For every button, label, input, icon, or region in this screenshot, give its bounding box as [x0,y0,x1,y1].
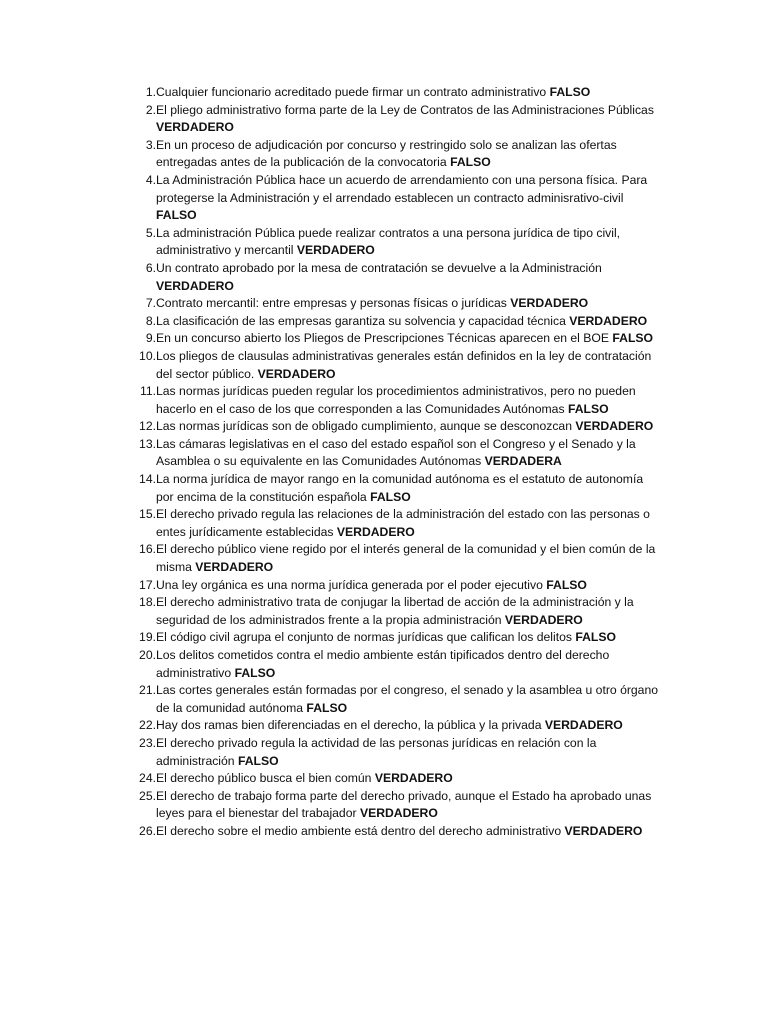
item-number: 10. [139,348,156,363]
list-item [112,225,664,260]
statement-text: El derecho público viene regido por el interés general de la comunidad y el bien común de la misma [156,542,656,575]
item-number-cell [112,330,156,348]
item-number-cell [112,348,156,366]
statement-text: Las cortes generales están formadas por el congreso, el senado y la asamblea u otro órgano de la comunidad autónoma [156,683,659,715]
item-number-cell [112,506,156,524]
list-item [112,629,664,647]
statement-text: El derecho administrativo trata de conjugar la libertad de acción de la administración y la seguridad de los administrados frente a la propia administración [156,595,634,627]
list-item [112,770,664,788]
list-item [112,506,664,541]
item-number: 7. [145,296,156,311]
item-statement [156,682,664,717]
answer-label: FALSO [567,401,609,416]
item-number: 22. [139,718,156,733]
item-statement [156,418,664,436]
answer-label: VERDADERO [564,823,643,838]
item-statement [156,225,664,260]
list-item [112,647,664,682]
list-item [112,102,664,137]
statement-text: Las cámaras legislativas en el caso del estado español son el Congreso y el Senado y la Asamblea o su equivalente en las Comunidades Autónomas [156,436,636,469]
answer-label: VERDADERO [359,806,438,821]
item-number-cell [112,471,156,489]
item-number-cell [112,436,156,454]
item-statement [156,506,664,541]
answer-label: VERDADERO [195,560,274,575]
statement-text: La administración Pública puede realizar contratos a una persona jurídica de tipo civil, administrativo y mercantil [156,225,621,258]
list-item [112,418,664,436]
statement-text: El derecho privado regula la actividad de las personas jurídicas en relación con la administración [156,735,597,768]
item-number-cell [112,541,156,559]
item-statement [156,577,664,595]
list-item [112,735,664,770]
item-statement [156,770,664,788]
answer-label: FALSO [549,85,591,99]
list-item [112,788,664,823]
statement-text: Las normas jurídicas son de obligado cumplimiento, aunque se desconozcan [156,419,572,434]
statement-text: Las normas jurídicas pueden regular los procedimientos administrativos, pero no pueden hacerlo en el caso de los que corresponden a las Comunidades Autónomas [156,384,636,416]
answer-label: VERDADERO [504,612,583,627]
item-statement [156,717,664,735]
item-statement [156,471,664,506]
item-number-cell [112,594,156,612]
item-statement [156,735,664,770]
answer-label: FALSO [546,577,587,592]
item-number: 18. [139,595,156,610]
statement-text: Una ley orgánica es una norma jurídica generada por el poder ejecutivo [156,577,543,592]
item-number-cell [112,225,156,243]
list-item [112,313,664,331]
item-number: 4. [145,172,156,187]
answer-label: FALSO [612,331,654,346]
item-statement [156,313,664,331]
statement-text: Cualquier funcionario acreditado puede firmar un contrato administrativo [156,85,547,99]
item-number-cell [112,260,156,278]
statement-text: Los pliegos de clausulas administrativas generales están definidos en la ley de contratación del sector público. [156,348,652,381]
item-number-cell [112,102,156,120]
statement-text: En un concurso abierto los Pliegos de Prescripciones Técnicas aparecen en el BOE [156,331,609,346]
answer-label: FALSO [234,665,276,680]
statement-text: Un contrato aprobado por la mesa de contratación se devuelve a la Administración [156,260,602,275]
answer-label: VERDADERO [569,313,648,328]
list-item [112,436,664,471]
answer-label: FALSO [237,753,279,768]
item-number: 9. [145,331,156,346]
item-number-cell [112,717,156,735]
item-statement [156,594,664,629]
item-number: 16. [139,542,156,557]
item-statement [156,541,664,576]
statement-text: Hay dos ramas bien diferenciadas en el derecho, la pública y la privada [156,718,542,733]
item-statement [156,629,664,647]
item-number-cell [112,682,156,700]
item-number: 17. [139,577,156,592]
item-number-cell [112,629,156,647]
list-item [112,471,664,506]
item-statement [156,330,664,348]
item-statement [156,260,664,295]
list-item [112,541,664,576]
item-statement [156,84,664,102]
list-item [112,682,664,717]
answer-label: VERDADERO [156,120,234,135]
statement-text: El derecho privado regula las relaciones de la administración del estado con las personas o entes jurídicamente establecidas [156,507,650,539]
item-number: 13. [139,436,156,451]
list-item [112,717,664,735]
statement-text: La Administración Pública hace un acuerdo de arrendamiento con una persona física. Para protegerse la Administración y el arrendado establecen un contracto adminisrativo-civil [156,172,648,205]
item-number: 24. [139,771,156,786]
item-statement [156,137,664,172]
item-number-cell [112,735,156,753]
item-number: 11. [139,384,156,399]
list-item [112,295,664,313]
statement-text: El pliego administrativo forma parte de la Ley de Contratos de las Administraciones Públicas [156,102,654,117]
statement-text: La norma jurídica de mayor rango en la comunidad autónoma es el estatuto de autonomía por encima de la constitución española [156,472,644,504]
statement-text: Los delitos cometidos contra el medio ambiente están tipificados dentro del derecho administrativo [156,648,610,680]
item-statement [156,383,664,418]
list-item [112,84,664,102]
item-statement [156,295,664,313]
answer-label: VERDADERO [336,524,415,539]
item-number: 8. [145,313,156,328]
answer-label: FALSO [450,155,491,170]
answer-label: FALSO [575,630,616,645]
item-number: 20. [139,648,156,662]
statement-text: En un proceso de adjudicación por concurso y restringido solo se analizan las ofertas entregadas antes de la publicación de la convocatoria [156,137,617,170]
answer-label: VERDADERO [575,419,654,434]
item-number-cell [112,172,156,190]
item-number-cell [112,823,156,841]
item-number: 26. [139,823,156,838]
answer-label: VERDADERO [257,366,336,381]
item-statement [156,348,664,383]
item-number: 12. [139,419,156,434]
item-number-cell [112,137,156,155]
statement-text: El código civil agrupa el conjunto de normas jurídicas que califican los delitos [156,630,572,645]
item-number: 1. [145,85,156,99]
item-number: 6. [145,260,156,275]
item-number-cell [112,313,156,331]
list-item [112,137,664,172]
list-item [112,330,664,348]
answer-label: VERDADERA [484,454,562,469]
item-statement [156,436,664,471]
list-item [112,594,664,629]
item-number-cell [112,295,156,313]
item-number: 3. [145,137,156,152]
item-number: 15. [139,507,156,522]
item-number: 2. [145,102,156,117]
list-item [112,823,664,841]
statement-text: El derecho sobre el medio ambiente está dentro del derecho administrativo [156,823,562,838]
answer-label: VERDADERO [156,278,234,293]
statement-text: El derecho público busca el bien común [156,771,372,786]
answer-label: VERDADERO [374,771,453,786]
item-statement [156,823,664,841]
answer-label: VERDADERO [296,243,375,258]
item-number-cell [112,577,156,595]
item-number: 14. [139,472,156,487]
item-statement [156,788,664,823]
item-statement [156,172,664,225]
item-statement [156,647,664,682]
item-number: 21. [139,683,156,698]
question-list [112,84,664,841]
item-number: 19. [139,630,156,645]
answer-label: FALSO [306,700,348,715]
item-number-cell [112,84,156,102]
answer-label: FALSO [156,208,197,223]
item-number-cell [112,647,156,665]
list-item [112,172,664,225]
item-number-cell [112,788,156,806]
item-statement [156,102,664,137]
item-number-cell [112,418,156,436]
item-number: 5. [145,225,156,240]
item-number: 25. [139,788,156,803]
list-item [112,383,664,418]
statement-text: La clasificación de las empresas garantiza su solvencia y capacidad técnica [156,313,566,328]
statement-text: Contrato mercantil: entre empresas y personas físicas o jurídicas [156,296,507,311]
answer-label: VERDADERO [510,296,589,311]
list-item [112,348,664,383]
answer-label: FALSO [370,489,411,504]
answer-label: VERDADERO [544,718,623,733]
item-number-cell [112,770,156,788]
item-number-cell [112,383,156,401]
list-item [112,577,664,595]
list-item [112,260,664,295]
item-number: 23. [139,735,156,750]
statement-text: El derecho de trabajo forma parte del derecho privado, aunque el Estado ha aprobado unas leyes para el bienestar del trabajador [156,788,652,821]
